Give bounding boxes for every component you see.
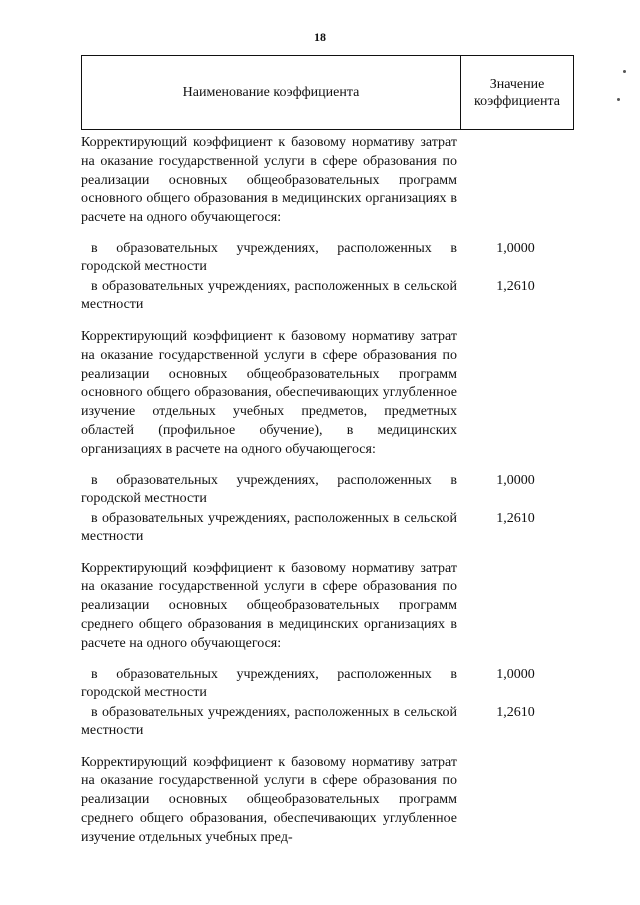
column-header-name: Наименование коэффициента bbox=[82, 56, 461, 129]
table-row bbox=[81, 278, 574, 314]
page-number: 18 bbox=[314, 30, 326, 44]
row-value: 1,0000 bbox=[496, 240, 535, 256]
coefficient-description: Корректирующий коэффициент к базовому нормативу затрат на оказание государственной услуги в сфере образования по реализации основных общеобразовательных программ основного общего образования в медицинских организациях в расчете на одного обучающегося: bbox=[81, 135, 457, 226]
scan-speck bbox=[617, 98, 620, 101]
coefficient-description: Корректирующий коэффициент к базовому нормативу затрат на оказание государственной услуги в сфере образования по реализации основных общеобразовательных программ среднего общего образования, обеспечивающих углубленное изучение отдельных учебных пред- bbox=[81, 754, 457, 845]
row-value: 1,0000 bbox=[496, 666, 535, 682]
row-value: 1,2610 bbox=[496, 704, 535, 720]
table-row bbox=[81, 472, 574, 508]
row-label: в образовательных учреждениях, расположенных в сельской местности bbox=[81, 278, 457, 312]
coefficient-section bbox=[81, 134, 574, 314]
row-label: в образовательных учреждениях, расположенных в городской местности bbox=[81, 240, 457, 274]
row-label: в образовательных учреждениях, расположенных в сельской местности bbox=[81, 704, 457, 738]
table-row bbox=[81, 704, 574, 740]
coefficient-rows bbox=[81, 666, 574, 740]
coefficient-description: Корректирующий коэффициент к базовому нормативу затрат на оказание государственной услуги в сфере образования по реализации основных общеобразовательных программ основного общего образования, обеспечивающих углубленное изучение отдельных учебных предметов, предметных областей (профильное обучение), в медицинских организациях в расчете на одного обучающегося: bbox=[81, 328, 457, 457]
coefficient-section bbox=[81, 560, 574, 740]
coefficient-section bbox=[81, 754, 574, 848]
row-label: в образовательных учреждениях, расположенных в городской местности bbox=[81, 472, 457, 506]
row-value: 1,2610 bbox=[496, 510, 535, 526]
table-row bbox=[81, 666, 574, 702]
table-row bbox=[81, 510, 574, 546]
row-value: 1,0000 bbox=[496, 472, 535, 488]
coefficient-rows bbox=[81, 240, 574, 314]
scan-speck bbox=[623, 70, 626, 73]
row-label: в образовательных учреждениях, расположенных в сельской местности bbox=[81, 510, 457, 544]
row-label: в образовательных учреждениях, расположенных в городской местности bbox=[81, 666, 457, 700]
table-row bbox=[81, 240, 574, 276]
row-value: 1,2610 bbox=[496, 278, 535, 294]
coefficient-rows bbox=[81, 472, 574, 546]
column-header-value bbox=[461, 56, 573, 129]
table-header bbox=[81, 55, 574, 130]
coefficient-description: Корректирующий коэффициент к базовому нормативу затрат на оказание государственной услуги в сфере образования по реализации основных общеобразовательных программ среднего общего образования в медицинских организациях в расчете на одного обучающегося: bbox=[81, 560, 457, 651]
coefficient-sections bbox=[81, 134, 574, 862]
column-header-value-line1: Значение bbox=[489, 76, 545, 92]
coefficient-section bbox=[81, 328, 574, 546]
column-header-value-line2: коэффициента bbox=[474, 93, 560, 109]
